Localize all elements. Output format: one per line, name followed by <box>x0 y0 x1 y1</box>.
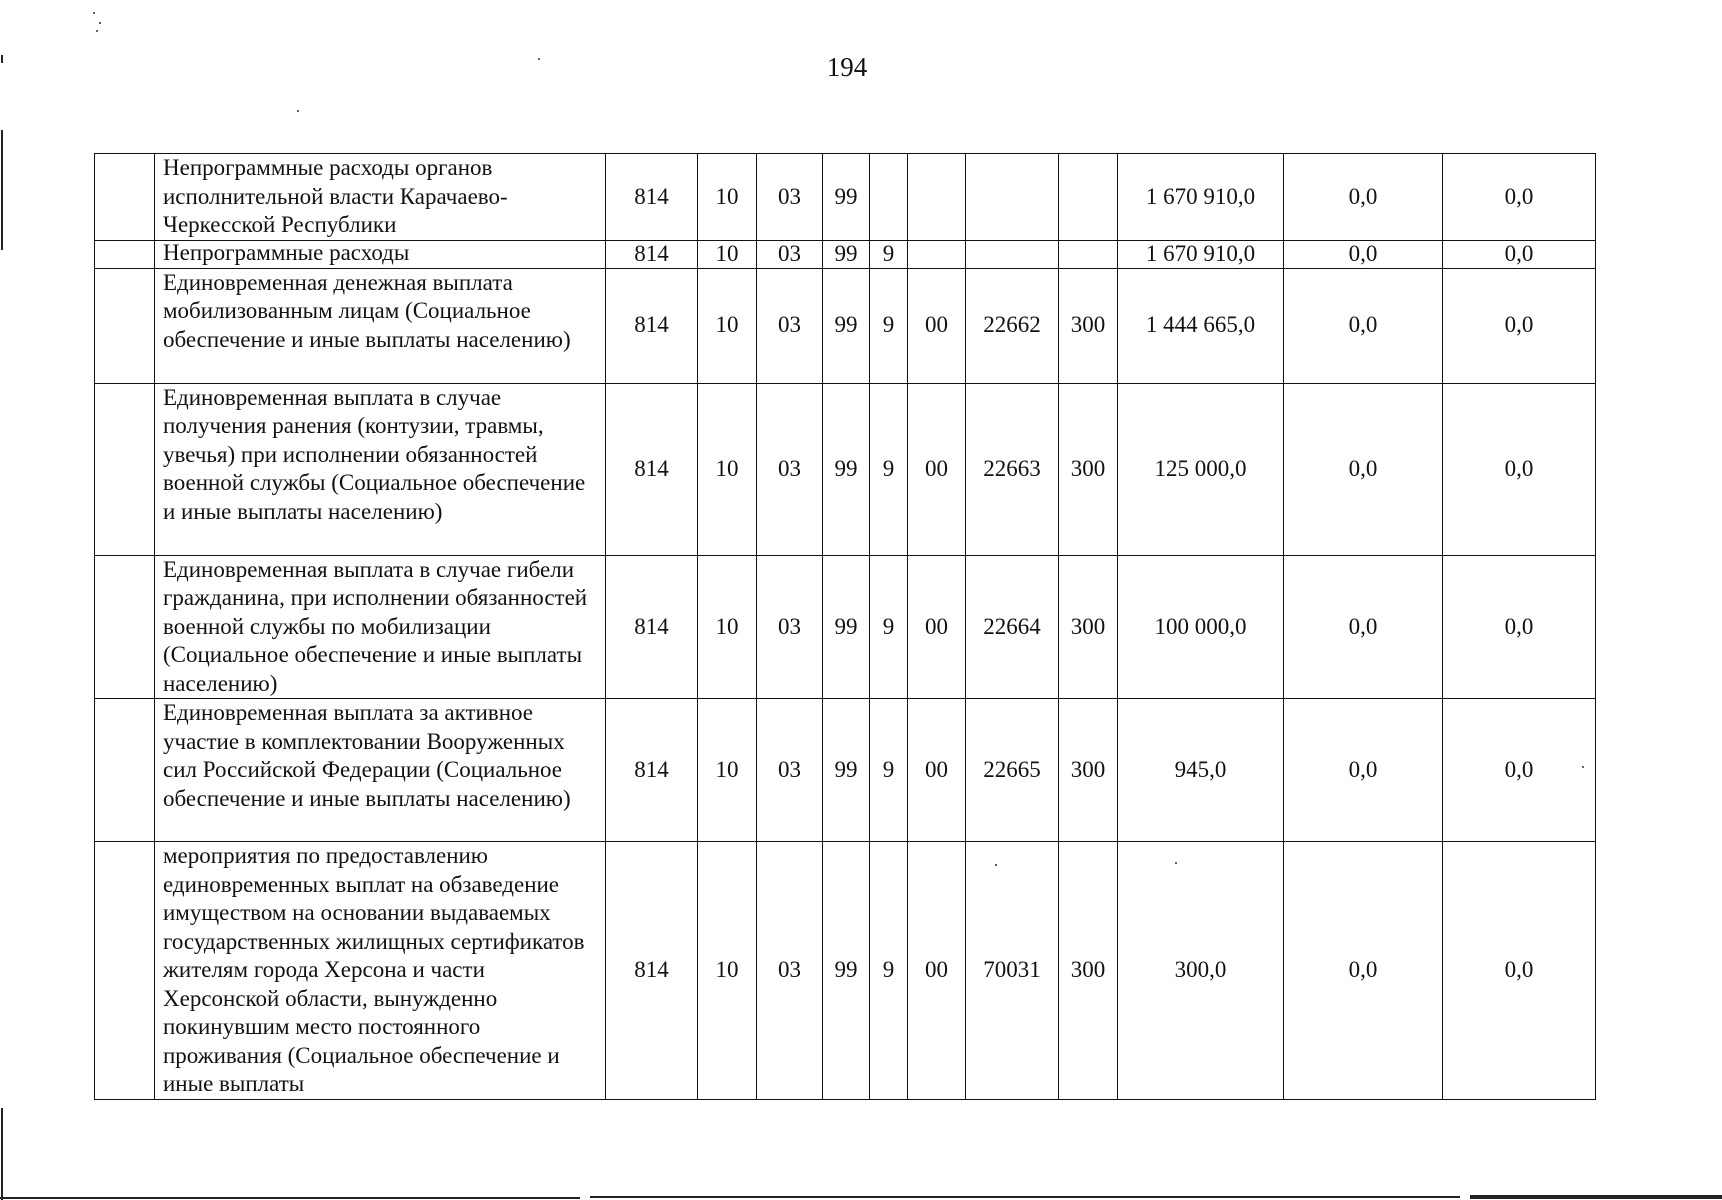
table-row <box>95 240 1596 268</box>
target-code-part4: 22665 <box>966 699 1059 842</box>
row-description: мероприятия по предоставлению единовременных выплат на обзаведение имуществом на основании выдаваемых государственных жилищных сертификатов жителям города Херсона и части Херсонской области, вынужденно покинувшим место постоянного проживания (Социальное обеспечение и иные выплаты <box>155 842 606 1100</box>
amount-year3: 0,0 <box>1443 842 1596 1100</box>
scan-speck <box>93 12 95 14</box>
scan-edge-mark <box>1470 1195 1722 1199</box>
row-description: Единовременная выплата за активное участие в комплектовании Вооруженных сил Российской Федерации (Социальное обеспечение и иные выплаты населению) <box>155 699 606 842</box>
target-code-part3: 00 <box>908 842 966 1100</box>
expense-type-code: 300 <box>1059 699 1118 842</box>
row-description: Единовременная выплата в случае получения ранения (контузии, травмы, увечья) при исполнении обязанностей военной службы (Социальное обеспечение и иные выплаты населению) <box>155 383 606 555</box>
grbs-code: 814 <box>606 699 698 842</box>
subsection-code: 03 <box>757 555 823 699</box>
expense-type-code: 300 <box>1059 555 1118 699</box>
amount-year1: 1 444 665,0 <box>1118 268 1284 383</box>
subsection-code: 03 <box>757 240 823 268</box>
grbs-code: 814 <box>606 154 698 241</box>
target-code-part2: 9 <box>870 555 908 699</box>
amount-year3: 0,0 <box>1443 268 1596 383</box>
target-code-part4: 22664 <box>966 555 1059 699</box>
expense-type-code: 300 <box>1059 842 1118 1100</box>
amount-year3: 0,0 <box>1443 555 1596 699</box>
grbs-code: 814 <box>606 268 698 383</box>
target-code-part2: 9 <box>870 699 908 842</box>
amount-year1: 1 670 910,0 <box>1118 154 1284 241</box>
grbs-code: 814 <box>606 555 698 699</box>
row-description: Непрограммные расходы органов исполнительной власти Карачаево-Черкесской Республики <box>155 154 606 241</box>
subsection-code: 03 <box>757 268 823 383</box>
target-code-part1: 99 <box>823 268 870 383</box>
amount-year1: 300,0 <box>1118 842 1284 1100</box>
amount-year1: 100 000,0 <box>1118 555 1284 699</box>
target-code-part1: 99 <box>823 383 870 555</box>
amount-year2: 0,0 <box>1284 268 1443 383</box>
amount-year2: 0,0 <box>1284 240 1443 268</box>
scan-speck <box>99 22 101 24</box>
budget-table <box>94 153 1596 1100</box>
target-code-part3 <box>908 154 966 241</box>
empty-cell <box>95 240 155 268</box>
amount-year3: 0,0 <box>1443 240 1596 268</box>
target-code-part3: 00 <box>908 268 966 383</box>
target-code-part1: 99 <box>823 154 870 241</box>
target-code-part3 <box>908 240 966 268</box>
amount-year3: 0,0 <box>1443 699 1596 842</box>
empty-cell <box>95 842 155 1100</box>
target-code-part4 <box>966 240 1059 268</box>
target-code-part2: 9 <box>870 240 908 268</box>
section-code: 10 <box>698 555 757 699</box>
target-code-part1: 99 <box>823 555 870 699</box>
target-code-part4: 70031 <box>966 842 1059 1100</box>
grbs-code: 814 <box>606 842 698 1100</box>
amount-year2: 0,0 <box>1284 842 1443 1100</box>
subsection-code: 03 <box>757 842 823 1100</box>
empty-cell <box>95 555 155 699</box>
table-row <box>95 555 1596 699</box>
table-row <box>95 383 1596 555</box>
scan-edge-mark <box>590 1196 1460 1198</box>
subsection-code: 03 <box>757 699 823 842</box>
amount-year2: 0,0 <box>1284 383 1443 555</box>
scan-edge-mark <box>0 1197 580 1199</box>
target-code-part4 <box>966 154 1059 241</box>
empty-cell <box>95 268 155 383</box>
section-code: 10 <box>698 268 757 383</box>
section-code: 10 <box>698 154 757 241</box>
subsection-code: 03 <box>757 383 823 555</box>
amount-year3: 0,0 <box>1443 154 1596 241</box>
empty-cell <box>95 699 155 842</box>
grbs-code: 814 <box>606 383 698 555</box>
target-code-part3: 00 <box>908 555 966 699</box>
empty-cell <box>95 383 155 555</box>
target-code-part2: 9 <box>870 842 908 1100</box>
target-code-part1: 99 <box>823 240 870 268</box>
target-code-part2 <box>870 154 908 241</box>
amount-year2: 0,0 <box>1284 154 1443 241</box>
row-description: Непрограммные расходы <box>155 240 606 268</box>
target-code-part2: 9 <box>870 383 908 555</box>
amount-year2: 0,0 <box>1284 555 1443 699</box>
section-code: 10 <box>698 383 757 555</box>
grbs-code: 814 <box>606 240 698 268</box>
target-code-part1: 99 <box>823 699 870 842</box>
scan-edge-mark <box>1 130 3 250</box>
target-code-part3: 00 <box>908 383 966 555</box>
scan-speck <box>297 110 299 112</box>
table-row <box>95 699 1596 842</box>
amount-year1: 125 000,0 <box>1118 383 1284 555</box>
empty-cell <box>95 154 155 241</box>
table-row <box>95 842 1596 1100</box>
target-code-part1: 99 <box>823 842 870 1100</box>
expense-type-code: 300 <box>1059 268 1118 383</box>
expense-type-code <box>1059 240 1118 268</box>
target-code-part4: 22663 <box>966 383 1059 555</box>
target-code-part4: 22662 <box>966 268 1059 383</box>
expense-type-code: 300 <box>1059 383 1118 555</box>
page-number: 194 <box>826 52 868 82</box>
table-row <box>95 154 1596 241</box>
row-description: Единовременная денежная выплата мобилизованным лицам (Социальное обеспечение и иные выплаты населению) <box>155 268 606 383</box>
row-description: Единовременная выплата в случае гибели гражданина, при исполнении обязанностей военной службы по мобилизации (Социальное обеспечение и иные выплаты населению) <box>155 555 606 699</box>
section-code: 10 <box>698 842 757 1100</box>
amount-year3: 0,0 <box>1443 383 1596 555</box>
section-code: 10 <box>698 699 757 842</box>
table-row <box>95 268 1596 383</box>
scan-edge-mark <box>1 1108 3 1200</box>
subsection-code: 03 <box>757 154 823 241</box>
target-code-part3: 00 <box>908 699 966 842</box>
amount-year1: 945,0 <box>1118 699 1284 842</box>
amount-year1: 1 670 910,0 <box>1118 240 1284 268</box>
target-code-part2: 9 <box>870 268 908 383</box>
section-code: 10 <box>698 240 757 268</box>
expense-type-code <box>1059 154 1118 241</box>
scan-speck <box>96 30 98 32</box>
amount-year2: 0,0 <box>1284 699 1443 842</box>
